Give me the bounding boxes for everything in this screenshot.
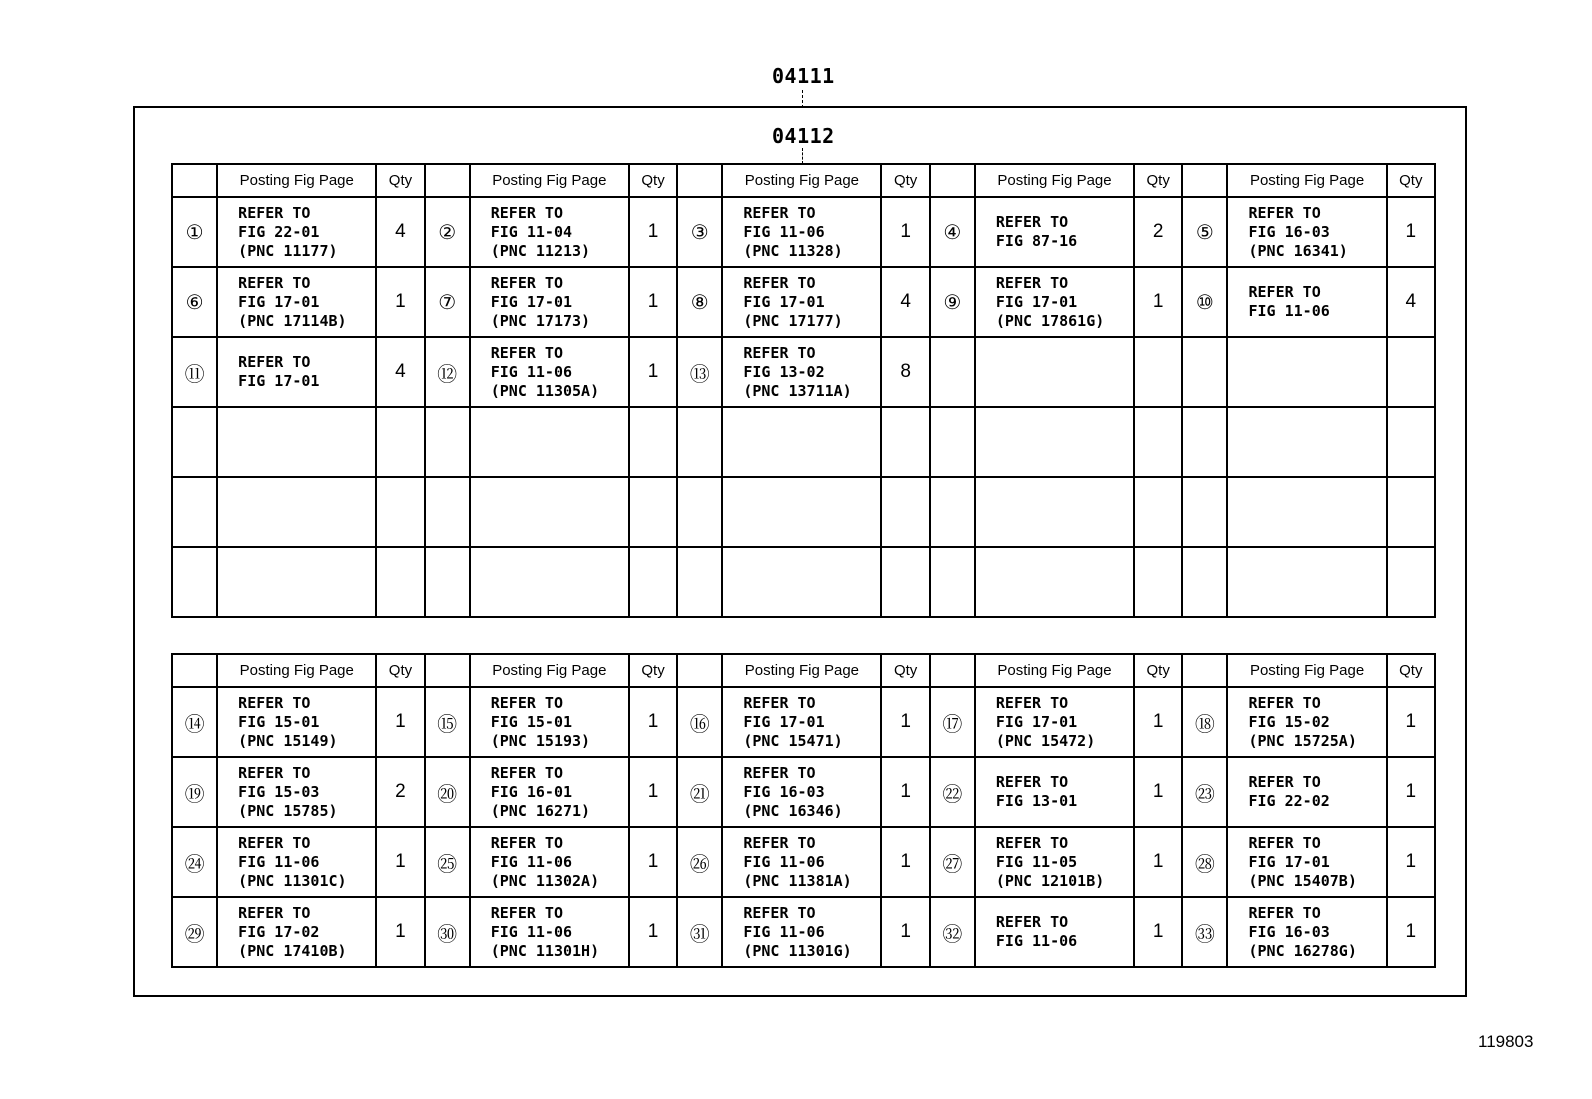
posting-reference [722, 197, 881, 267]
reference-line: REFER TO [1248, 903, 1321, 922]
posting-reference [975, 827, 1134, 897]
reference-line: FIG 17-01 [1248, 852, 1330, 871]
reference-line: REFER TO [743, 763, 816, 782]
reference-line: REFER TO [490, 343, 563, 362]
reference-line: FIG 17-01 [238, 292, 320, 311]
item-number: ⑨ [930, 267, 975, 337]
reference-line: (PNC 15193) [490, 731, 591, 750]
item-number [930, 337, 975, 407]
reference-line: FIG 11-05 [995, 852, 1078, 871]
reference-line: REFER TO [1248, 203, 1321, 222]
reference-line: REFER TO [1248, 693, 1321, 712]
item-number: ⑯ [677, 687, 722, 757]
posting-reference [1227, 897, 1386, 967]
header-qty: Qty [1134, 654, 1182, 687]
posting-reference [470, 687, 629, 757]
header-qty: Qty [376, 654, 424, 687]
quantity [629, 547, 677, 617]
reference-line: FIG 16-03 [1248, 222, 1330, 241]
reference-line: FIG 17-01 [238, 372, 320, 390]
reference-line: FIG 11-06 [743, 852, 825, 871]
posting-reference [470, 267, 629, 337]
reference-line: FIG 15-01 [238, 712, 320, 731]
table-row [172, 687, 1435, 757]
header-posting-fig-page: Posting Fig Page [217, 654, 376, 687]
quantity: 1 [376, 267, 424, 337]
quantity [376, 477, 424, 547]
quantity: 1 [629, 267, 677, 337]
item-number: ⑦ [425, 267, 470, 337]
posting-reference [722, 547, 881, 617]
quantity [881, 547, 929, 617]
item-number [677, 407, 722, 477]
reference-line: REFER TO [238, 833, 311, 852]
posting-reference [722, 687, 881, 757]
quantity [629, 407, 677, 477]
posting-reference [975, 477, 1134, 547]
reference-line: FIG 11-06 [238, 852, 320, 871]
table-row [172, 197, 1435, 267]
item-number: ⑥ [172, 267, 217, 337]
reference-line: (PNC 15149) [238, 731, 338, 750]
reference-line: FIG 11-06 [743, 922, 825, 941]
item-number [1182, 337, 1227, 407]
reference-line: REFER TO [490, 833, 563, 852]
posting-reference [722, 757, 881, 827]
header-posting-fig-page: Posting Fig Page [975, 164, 1134, 197]
item-number: ㉓ [1182, 757, 1227, 827]
quantity [376, 547, 424, 617]
header-blank-cell [1182, 654, 1227, 687]
reference-line: (PNC 11302A) [490, 871, 600, 890]
quantity: 1 [376, 827, 424, 897]
quantity [376, 407, 424, 477]
item-number: ㉝ [1182, 897, 1227, 967]
quantity [1134, 337, 1182, 407]
header-blank-cell [1182, 164, 1227, 197]
header-blank-cell [425, 654, 470, 687]
item-number: ⑱ [1182, 687, 1227, 757]
quantity [1387, 337, 1435, 407]
header-qty: Qty [376, 164, 424, 197]
reference-line: (PNC 11301G) [743, 941, 852, 960]
quantity: 1 [629, 337, 677, 407]
item-number: ⑩ [1182, 267, 1227, 337]
posting-reference [1227, 827, 1386, 897]
item-number: ㉚ [425, 897, 470, 967]
header-blank-cell [677, 164, 722, 197]
item-number: ⑧ [677, 267, 722, 337]
quantity [1134, 407, 1182, 477]
table-row [172, 547, 1435, 617]
header-qty: Qty [629, 654, 677, 687]
quantity [1387, 547, 1435, 617]
header-posting-fig-page: Posting Fig Page [470, 164, 629, 197]
posting-reference [470, 407, 629, 477]
item-number [1182, 547, 1227, 617]
reference-line: (PNC 15472) [995, 731, 1096, 750]
reference-line: REFER TO [995, 693, 1069, 712]
reference-line: REFER TO [743, 903, 816, 922]
posting-reference [722, 827, 881, 897]
item-number: ㉔ [172, 827, 217, 897]
posting-reference [1227, 757, 1386, 827]
item-number: ㉙ [172, 897, 217, 967]
item-number [425, 547, 470, 617]
reference-line: FIG 87-16 [995, 232, 1078, 250]
header-qty: Qty [1387, 654, 1435, 687]
reference-line: (PNC 17173) [490, 311, 591, 330]
quantity: 1 [1387, 197, 1435, 267]
quantity: 1 [1134, 687, 1182, 757]
reference-line: FIG 13-01 [995, 792, 1078, 810]
item-number: ⑰ [930, 687, 975, 757]
reference-line: FIG 11-06 [995, 932, 1078, 950]
item-number: ⑪ [172, 337, 217, 407]
quantity [629, 477, 677, 547]
reference-line: FIG 22-01 [238, 222, 320, 241]
quantity: 1 [629, 757, 677, 827]
item-number [1182, 477, 1227, 547]
header-qty: Qty [881, 164, 929, 197]
posting-reference [975, 547, 1134, 617]
reference-line: (PNC 17177) [743, 311, 843, 330]
reference-line: FIG 11-06 [743, 222, 825, 241]
quantity: 1 [881, 827, 929, 897]
quantity: 4 [1387, 267, 1435, 337]
item-number [172, 547, 217, 617]
posting-reference [217, 477, 376, 547]
posting-reference [722, 337, 881, 407]
quantity: 1 [1387, 827, 1435, 897]
posting-reference [217, 547, 376, 617]
quantity [1134, 477, 1182, 547]
reference-line: FIG 17-01 [743, 712, 825, 731]
reference-line: (PNC 13711A) [743, 381, 852, 400]
posting-reference [722, 407, 881, 477]
header-posting-fig-page: Posting Fig Page [470, 654, 629, 687]
item-number [172, 407, 217, 477]
quantity: 1 [881, 757, 929, 827]
table-row [172, 407, 1435, 477]
quantity: 1 [1387, 687, 1435, 757]
posting-reference [975, 757, 1134, 827]
reference-line: FIG 17-01 [995, 712, 1078, 731]
posting-reference [975, 407, 1134, 477]
reference-line: FIG 16-03 [1248, 922, 1330, 941]
reference-line: (PNC 16341) [1248, 241, 1348, 260]
reference-line: FIG 16-03 [743, 782, 825, 801]
reference-line: REFER TO [1248, 773, 1321, 791]
reference-line: (PNC 16271) [490, 801, 591, 820]
header-qty: Qty [1387, 164, 1435, 197]
posting-reference [1227, 337, 1386, 407]
reference-line: REFER TO [743, 693, 816, 712]
reference-line: REFER TO [743, 273, 816, 292]
quantity: 4 [881, 267, 929, 337]
posting-reference [217, 827, 376, 897]
reference-line: REFER TO [743, 203, 816, 222]
item-number: ⑬ [677, 337, 722, 407]
reference-line: REFER TO [1248, 833, 1321, 852]
header-qty: Qty [881, 654, 929, 687]
posting-reference [217, 407, 376, 477]
reference-line: FIG 22-02 [1248, 792, 1330, 810]
item-number: ⑫ [425, 337, 470, 407]
reference-line: REFER TO [238, 763, 311, 782]
parts-reference-table-bottom [171, 653, 1436, 968]
item-number: ㉜ [930, 897, 975, 967]
item-number [930, 407, 975, 477]
reference-line: FIG 15-03 [238, 782, 320, 801]
posting-reference [1227, 407, 1386, 477]
item-number: ④ [930, 197, 975, 267]
quantity: 1 [881, 897, 929, 967]
reference-line: FIG 11-06 [490, 922, 573, 941]
item-number [677, 547, 722, 617]
reference-line: FIG 17-01 [490, 292, 573, 311]
header-blank-cell [930, 164, 975, 197]
header-posting-fig-page: Posting Fig Page [1227, 164, 1386, 197]
header-posting-fig-page: Posting Fig Page [722, 164, 881, 197]
reference-line: (PNC 15407B) [1248, 871, 1357, 890]
reference-line: (PNC 16278G) [1248, 941, 1357, 960]
quantity: 4 [376, 337, 424, 407]
item-number: ③ [677, 197, 722, 267]
assembly-code-04112: 04112 [772, 124, 835, 148]
reference-line: REFER TO [490, 903, 563, 922]
posting-reference [217, 267, 376, 337]
reference-line: FIG 17-02 [238, 922, 320, 941]
reference-line: (PNC 11301H) [490, 941, 600, 960]
item-number [1182, 407, 1227, 477]
item-number: ㉖ [677, 827, 722, 897]
header-blank-cell [425, 164, 470, 197]
posting-reference [975, 197, 1134, 267]
reference-line: REFER TO [238, 903, 311, 922]
posting-reference [470, 477, 629, 547]
reference-line: (PNC 11328) [743, 241, 843, 260]
header-blank-cell [172, 164, 217, 197]
header-posting-fig-page: Posting Fig Page [975, 654, 1134, 687]
reference-line: FIG 11-04 [490, 222, 573, 241]
quantity [881, 477, 929, 547]
item-number: ㉕ [425, 827, 470, 897]
posting-reference [217, 197, 376, 267]
posting-reference [1227, 197, 1386, 267]
quantity: 1 [629, 827, 677, 897]
posting-reference [1227, 477, 1386, 547]
quantity: 1 [881, 197, 929, 267]
table-row [172, 827, 1435, 897]
reference-line: (PNC 11305A) [490, 381, 600, 400]
item-number: ⑲ [172, 757, 217, 827]
posting-reference [470, 197, 629, 267]
quantity [1134, 547, 1182, 617]
item-number: ⑳ [425, 757, 470, 827]
item-number: ⑤ [1182, 197, 1227, 267]
reference-line: (PNC 11301C) [238, 871, 347, 890]
header-posting-fig-page: Posting Fig Page [722, 654, 881, 687]
reference-line: FIG 15-02 [1248, 712, 1330, 731]
item-number [930, 477, 975, 547]
reference-line: REFER TO [490, 203, 563, 222]
reference-line: FIG 16-01 [490, 782, 573, 801]
posting-reference [975, 337, 1134, 407]
quantity [1387, 407, 1435, 477]
item-number: ㉗ [930, 827, 975, 897]
reference-line: REFER TO [238, 353, 311, 371]
item-number: ⑭ [172, 687, 217, 757]
posting-reference [1227, 687, 1386, 757]
figure-number: 119803 [1478, 1032, 1534, 1051]
reference-line: REFER TO [490, 763, 563, 782]
header-blank-cell [930, 654, 975, 687]
reference-line: (PNC 17410B) [238, 941, 347, 960]
reference-line: (PNC 17114B) [238, 311, 347, 330]
reference-line: FIG 15-01 [490, 712, 573, 731]
quantity: 1 [629, 687, 677, 757]
header-posting-fig-page: Posting Fig Page [1227, 654, 1386, 687]
reference-line: REFER TO [490, 273, 563, 292]
leader-line-inner [802, 148, 803, 164]
quantity: 1 [376, 687, 424, 757]
quantity: 1 [629, 897, 677, 967]
reference-line: (PNC 15785) [238, 801, 338, 820]
quantity [881, 407, 929, 477]
reference-line: FIG 11-06 [1248, 302, 1330, 320]
reference-line: (PNC 15471) [743, 731, 843, 750]
reference-line: REFER TO [995, 773, 1069, 791]
quantity: 1 [1134, 897, 1182, 967]
table-row [172, 477, 1435, 547]
reference-line: REFER TO [743, 833, 816, 852]
reference-line: REFER TO [995, 913, 1069, 931]
quantity: 1 [1387, 897, 1435, 967]
reference-line: REFER TO [238, 273, 311, 292]
quantity: 1 [1134, 757, 1182, 827]
table-header-row [172, 164, 1435, 197]
header-blank-cell [677, 654, 722, 687]
posting-reference [217, 687, 376, 757]
assembly-code-04111: 04111 [772, 64, 835, 88]
quantity: 2 [1134, 197, 1182, 267]
table-row [172, 897, 1435, 967]
parts-reference-table-top [171, 163, 1436, 618]
reference-line: (PNC 17861G) [995, 311, 1105, 330]
reference-line: FIG 17-01 [995, 292, 1078, 311]
reference-line: REFER TO [743, 343, 816, 362]
posting-reference [217, 757, 376, 827]
reference-line: REFER TO [490, 693, 563, 712]
reference-line: REFER TO [238, 203, 311, 222]
item-number [930, 547, 975, 617]
item-number: ② [425, 197, 470, 267]
posting-reference [470, 337, 629, 407]
quantity: 8 [881, 337, 929, 407]
item-number: ㉒ [930, 757, 975, 827]
header-posting-fig-page: Posting Fig Page [217, 164, 376, 197]
table-row [172, 337, 1435, 407]
quantity: 1 [1387, 757, 1435, 827]
posting-reference [470, 897, 629, 967]
quantity: 2 [376, 757, 424, 827]
item-number [677, 477, 722, 547]
posting-reference [470, 547, 629, 617]
posting-reference [975, 897, 1134, 967]
reference-line: FIG 13-02 [743, 362, 825, 381]
quantity: 1 [1134, 827, 1182, 897]
reference-line: REFER TO [995, 833, 1069, 852]
table-row [172, 267, 1435, 337]
posting-reference [470, 827, 629, 897]
posting-reference [1227, 267, 1386, 337]
posting-reference [975, 687, 1134, 757]
quantity: 1 [881, 687, 929, 757]
quantity: 4 [376, 197, 424, 267]
reference-line: REFER TO [1248, 283, 1321, 301]
item-number: ① [172, 197, 217, 267]
reference-line: FIG 11-06 [490, 852, 573, 871]
header-qty: Qty [1134, 164, 1182, 197]
posting-reference [1227, 547, 1386, 617]
reference-line: (PNC 15725A) [1248, 731, 1357, 750]
posting-reference [722, 267, 881, 337]
posting-reference [470, 757, 629, 827]
table-header-row [172, 654, 1435, 687]
item-number: ⑮ [425, 687, 470, 757]
reference-line: (PNC 11213) [490, 241, 591, 260]
reference-line: (PNC 16346) [743, 801, 843, 820]
item-number: ㉘ [1182, 827, 1227, 897]
quantity [1387, 477, 1435, 547]
posting-reference [217, 897, 376, 967]
posting-reference [217, 337, 376, 407]
item-number: ㉑ [677, 757, 722, 827]
quantity: 1 [629, 197, 677, 267]
header-qty: Qty [629, 164, 677, 197]
quantity: 1 [1134, 267, 1182, 337]
quantity: 1 [376, 897, 424, 967]
reference-line: (PNC 11381A) [743, 871, 852, 890]
item-number: ㉛ [677, 897, 722, 967]
reference-line: FIG 11-06 [490, 362, 573, 381]
posting-reference [722, 477, 881, 547]
reference-line: REFER TO [238, 693, 311, 712]
reference-line: FIG 17-01 [743, 292, 825, 311]
item-number [425, 407, 470, 477]
header-blank-cell [172, 654, 217, 687]
table-row [172, 757, 1435, 827]
reference-line: REFER TO [995, 213, 1069, 231]
reference-line: REFER TO [995, 273, 1069, 292]
item-number [425, 477, 470, 547]
reference-line: (PNC 12101B) [995, 871, 1105, 890]
reference-line: (PNC 11177) [238, 241, 338, 260]
item-number [172, 477, 217, 547]
posting-reference [975, 267, 1134, 337]
posting-reference [722, 897, 881, 967]
